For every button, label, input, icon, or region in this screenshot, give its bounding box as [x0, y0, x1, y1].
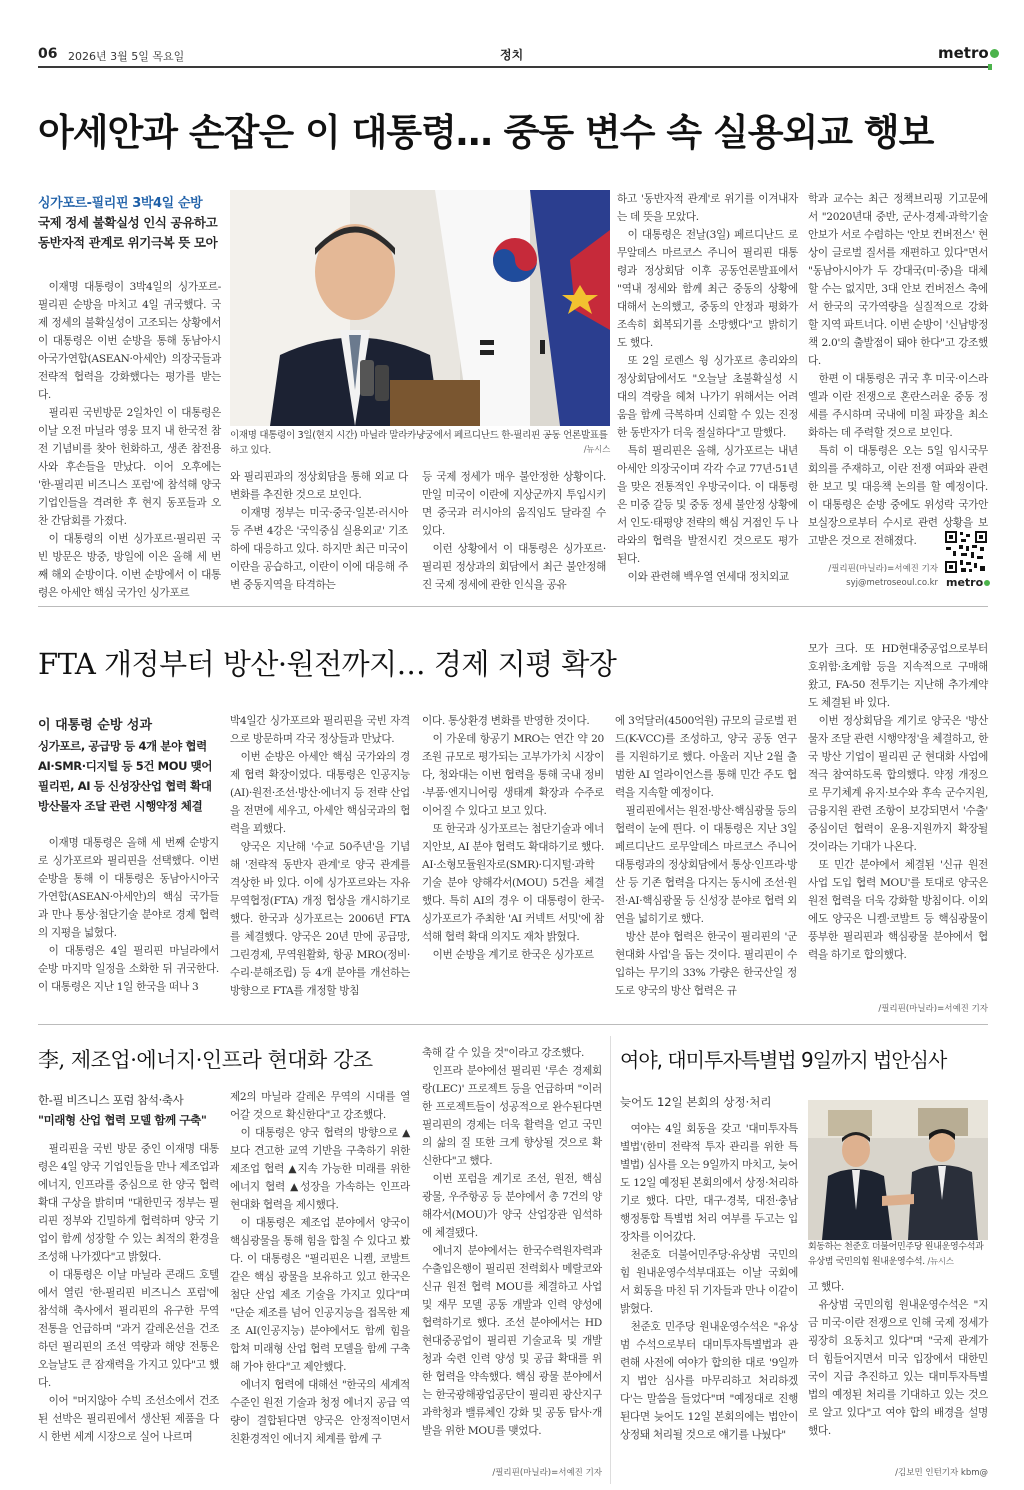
- paragraph: 박4일간 싱가포르와 필리핀을 국빈 자격으로 방문하며 각국 정상들과 만났다.: [230, 715, 410, 745]
- article1-headline: 아세안과 손잡은 이 대통령… 중동 변수 속 실용외교 행보: [38, 111, 934, 154]
- paragraph: 에너지 분야에서는 한국수력원자력과 수출입은행이 필리핀 전력회사 메랄코와 신규 원전 협력 MOU를 체결하고 사업 및 재무 모델 공동 개발과 인력 양성에 협력하기로 했다. 조선 분야에서는 HD현대중공업이 필리핀 기술교육 및 개발청과 숙련 인력 양성 및 공급 확대를 위한 협력을 약속했다. 핵심 광물 분야에서는 한국광해광업공단이 필리핀 광산지구과학청과 밸류체인 강화 및 공동 탐사·개발을 위한 MOU를 맺었다.: [422, 1245, 602, 1437]
- paragraph: 유상범 국민의힘 원내운영수석은 "지금 미국·이란 전쟁으로 인해 국제 정세가 굉장히 요동치고 있다"며 "국제 관계가 더 힘들어지면서 미국 입장에서 대한민국이 지급 추진하고 있는 대미투자특별법의 예정된 처리를 기대하고 있는 것으로 알고 있다"고 여야 합의 배경을 설명했다.: [808, 1299, 988, 1437]
- paragraph: 등 국제 정세가 매우 불안정한 상황이다. 만일 미국이 이란에 지상군까지 투입시키면 중국과 러시아의 움직임도 달라질 수 있다.: [422, 471, 606, 537]
- paragraph: 이 대통령은 양국 협력의 방향으로 ▲보다 견고한 교역 기반을 구축하기 위한 제조업 협력 ▲지속 가능한 미래를 위한 에너지 협력 ▲성장을 가속하는 인프라 현대화 협력을 제시했다.: [230, 1127, 410, 1211]
- president-press-photo: [230, 190, 610, 426]
- paragraph: 이번 포럼을 계기로 조선, 원전, 핵심광물, 우주항공 등 분야에서 총 7건의 양해각서(MOU)가 양국 산업장관 임석하에 체결됐다.: [422, 1173, 602, 1239]
- article3-col3: [422, 1044, 602, 1464]
- header-rule: [38, 66, 988, 68]
- paragraph: 여야는 4일 회동을 갖고 '대미투자특별법'(한미 전략적 투자 관리를 위한 특별법) 심사를 오는 9일까지 마치고, 늦어도 12일 예정된 본회의에서 상정·처리하기로 했다. 다만, 대구·경북, 대전·충남 행정통합 특별법 처리 여부를 두고는 입장차를 이어갔다.: [620, 1123, 798, 1243]
- logo-mark-icon: [984, 580, 990, 586]
- paragraph: 이 대통령은 전날(3일) 페르디난드 로무알데스 마르코스 주니어 필리핀 대통령과 정상회담 이후 공동언론발표에서 "역내 정세와 함께 최근 중동의 상황에 대해서 논의했고, 중동의 안정과 평화가 조속히 회복되기를 소망했다"고 밝히기도 했다.: [617, 229, 798, 349]
- article2-byline: /필리핀(마닐라)=서예진 기자: [878, 1004, 988, 1014]
- caption-text: 회동하는 천준호 더불어민주당 원내운영수석과 유상범 국민의힘 원내운영수석.: [808, 1242, 984, 1267]
- paragraph: 또 2일 로렌스 웡 싱가포르 총리와의 정상회담에서도 "오늘날 초불확실성 시대의 격랑을 헤쳐 나가기 위해서는 어려움을 함께 극복하며 신뢰할 수 있는 진정한 동반자가 더욱 절실하다"고 말했다.: [617, 355, 798, 439]
- article1-photo-caption: [230, 428, 610, 458]
- paragraph: 인프라 분야에선 필리핀 '루손 경제회랑(LEC)' 프로젝트 등을 언급하며 "이러한 프로젝트들이 성공적으로 완수된다면 필리핀의 경제는 더욱 활력을 얻고 국민의 삶의 질 또한 크게 향상될 것으로 확신한다"고 했다.: [422, 1065, 602, 1167]
- paragraph: 이번 순방을 계기로 한국은 싱가포르: [432, 949, 594, 961]
- column-divider: [610, 1036, 611, 1484]
- handshake-photo: [808, 1100, 988, 1240]
- paragraph: 이 대통령은 4일 필리핀 마닐라에서 순방 마지막 일정을 소화한 뒤 귀국한다. 이 대통령은 지난 1일 한국을 떠나 3: [38, 945, 219, 993]
- paragraph: 이와 관련해 백우열 연세대 정치외교: [627, 571, 789, 583]
- brand-logo-text: metro: [938, 44, 989, 62]
- paragraph: 고 했다.: [808, 1281, 844, 1293]
- article1-col5: [808, 190, 988, 556]
- paragraph: 방산 분야 협력은 한국이 필리핀의 '군 현대화 사업'을 돕는 것이다. 필리핀이 수입하는 무기의 33% 가량은 한국산일 정도로 양국의 방산 협력은 규: [615, 931, 797, 997]
- paragraph: 이재명 정부는 미국·중국·일본·러시아 등 주변 4강은 '국익중심 실용외교' 기조 하에 대응하고 있다. 하지만 최근 미국이 이란을 공습하고, 이란이 이에 대응해 주변 중동지역을 타격하는: [230, 507, 408, 591]
- article1-sub2: 동반자적 관계로 위기극복 뜻 모아: [38, 235, 218, 250]
- section-divider: [38, 606, 988, 607]
- article2-col2: [230, 712, 410, 1014]
- article3-sub1: 한-필 비즈니스 포럼 참석·축사: [38, 1093, 184, 1107]
- qr-code-icon: [944, 530, 988, 574]
- section-label: 정치: [500, 48, 524, 62]
- caption-credit: /뉴시스: [583, 445, 610, 455]
- caption-text: 이재명 대통령이 3일(현지 시간) 마닐라 말라카냥궁에서 페르디난드 한-필리핀 공동 언론발표를 하고 있다.: [230, 430, 608, 456]
- paragraph: 모가 크다. 또 HD현대중공업으로부터 호위함·초계함 등을 지속적으로 구매해왔고, FA-50 전투기는 지난해 추가계약도 체결된 바 있다.: [808, 643, 988, 709]
- article4-sub: 늦어도 12일 본회의 상정·처리: [620, 1095, 772, 1109]
- paragraph: 하고 '동반자적 관계'로 위기를 이겨내자는 데 뜻을 모았다.: [617, 193, 798, 223]
- paragraph: 학과 교수는 최근 정책브리핑 기고문에서 "2020년대 중반, 군사·경제·과학기술 안보가 서로 수렴하는 '안보 컨버전스' 현상이 글로벌 질서를 재편하고 있다"면서 "동남아시아가 두 강대국(미·중)을 대체할 수는 없지만, 3대 안보 컨버전스 축에서 한국의 국가역량을 실질적으로 강화할 지역 파트너다. 이번 순방이 '신남방정책 2.0'의 출발점이 돼야 한다"고 강조했다.: [808, 193, 988, 367]
- page-number: 06: [38, 46, 58, 62]
- logo-mark-icon: [990, 49, 999, 58]
- article2-sub: 필리핀, AI 등 신성장산업 협력 확대: [38, 779, 212, 793]
- qr-brand: [946, 576, 990, 589]
- caption-credit: /뉴시스: [927, 1257, 954, 1267]
- paragraph: 와 필리핀과의 정상회담을 통해 외교 다변화를 추진한 것으로 보인다.: [230, 471, 408, 501]
- article4-col1: [620, 1120, 798, 1484]
- article1-byline: /필리핀(마닐라)=서예진 기자: [828, 564, 938, 574]
- article1-col4: [617, 190, 798, 594]
- article2-col3: [422, 712, 604, 1014]
- paragraph: 한편 이 대통령은 귀국 후 미국·이스라엘과 이란 전쟁으로 혼란스러운 중동 정세를 주시하며 국내에 미칠 파장을 최소화하는 데 주력할 것으로 보인다.: [808, 373, 988, 439]
- brand-logo: [938, 44, 999, 62]
- paragraph: 필리핀 국빈방문 2일차인 이 대통령은 이날 오전 마닐라 영웅 묘지 내 한국전 참전 기념비를 찾아 헌화하고, 생존 참전용사와 후손들을 만났다. 이어 오후에는 '한-필리핀 비즈니스 포럼'에 참석해 양국 기업인들을 격려한 후 현지 동포들과 오찬 간담회를 가졌다.: [38, 407, 221, 527]
- article1-col3: [422, 468, 606, 594]
- article3-col2: [230, 1088, 410, 1484]
- paragraph: 이런 상황에서 이 대통령은 싱가포르·필리핀 정상과의 회담에서 최근 불안정해진 국제 정세에 관한 인식을 공유: [422, 543, 606, 591]
- article3-sub2: "미래형 산업 협력 모델 함께 구축": [38, 1113, 207, 1127]
- article2-kicker: 이 대통령 순방 성과: [38, 718, 153, 733]
- paragraph: 특히 필리핀은 올해, 싱가포르는 내년 아세안 의장국이며 각각 수교 77년·51년을 맞은 전통적인 우방국이다. 이 대통령은 미중 갈등 및 중동 정세 불안정 상황에서 인도·태평양 전략의 핵심 거점인 두 나라와의 협력을 발전시킨 것으로도 평가된다.: [617, 445, 798, 565]
- article1-kicker: 싱가포르-필리핀 3박4일 순방: [38, 196, 203, 211]
- article4-headline: 여야, 대미투자특별법 9일까지 법안심사: [620, 1048, 947, 1072]
- article2-col4: [615, 712, 797, 1014]
- paragraph: 양국은 지난해 '수교 50주년'을 기념해 '전략적 동반자 관계'로 양국 관계를 격상한 바 있다. 이에 싱가포르와는 자유무역협정(FTA) 개정 협상을 개시하기로 했다. 한국과 싱가포르는 2006년 FTA를 체결했다. 양국은 20년 만에 공급망, 그린경제, 무역원활화, 항공 MRO(정비·수리·분해조립) 등 4개 분야를 개선하는 방향으로 FTA를 개정할 방침: [230, 841, 410, 997]
- paragraph: 이재명 대통령은 올해 세 번째 순방지로 싱가포르와 필리핀을 선택했다. 이번 순방을 통해 이 대통령은 동남아시아국가연합(ASEAN·아세안)의 핵심 국가들과 만나 통상·첨단기술 분야로 경제 협력의 지평을 넓혔다.: [38, 837, 219, 939]
- paragraph: 이어 "머지않아 수빅 조선소에서 건조된 선박은 필리핀에서 생산된 제품을 다시 한번 세계 시장으로 실어 나르며: [38, 1395, 219, 1443]
- paragraph: 이 대통령은 이날 마닐라 콘래드 호텔에서 열린 '한-필리핀 비즈니스 포럼'에 참석해 축사에서 필리핀의 유구한 무역 전통을 언급하며 "과거 갈레온선을 건조하던 필리핀의 조선 역량과 해양 전통은 오늘날도 큰 잠재력을 가지고 있다"고 했다.: [38, 1269, 219, 1389]
- article2-sub: AI·SMR·디지털 등 5건 MOU 맺어: [38, 759, 213, 773]
- paragraph: 에너지 협력에 대해선 "한국의 세계적 수준인 원전 기술과 청정 에너지 공급 역량이 결합된다면 양국은 안정적이면서 친환경적인 에너지 체계를 함께 구: [230, 1379, 410, 1445]
- article4-photo: [808, 1100, 988, 1240]
- paragraph: 제2의 마닐라 갈레온 무역의 시대를 열어갈 것으로 확신한다"고 강조했다.: [230, 1091, 410, 1121]
- paragraph: 이 가운데 항공기 MRO는 연간 약 20조원 규모로 평가되는 고부가가치 시장이다, 청와대는 이번 협력을 통해 국내 정비·부품·엔지니어링 생태계 확장과 수주로 이어질 수 있다고 보고 있다.: [422, 733, 604, 817]
- paragraph: 이 대통령의 이번 싱가포르·필리핀 국빈 방문은 방중, 방일에 이은 올해 세 번째 해외 순방이다. 이번 순방에서 이 대통령은 아세안 핵심 국가인 싱가포르: [38, 533, 221, 599]
- paragraph: 이다. 통상환경 변화를 반영한 것이다.: [422, 715, 590, 727]
- article2-sub: 방산물자 조달 관련 시행약정 체결: [38, 799, 203, 813]
- paragraph: 이번 정상회담을 계기로 양국은 '방산물자 조달 관련 시행약정'을 체결하고, 한국 방산 기업이 필리핀 군 현대화 사업에 적극 참여하도록 합의했다. 약정 개정으로 무기체계 유지·보수와 후속 군수지원, 금융지원 관련 조항이 보강되면서 '수출' 중심이던 협력이 운용·지원까지 확장될 것이라는 기대가 나온다.: [808, 715, 988, 853]
- article1-col2: [230, 468, 408, 594]
- paragraph: 필리핀에서는 원전·방산·핵심광물 등의 협력이 눈에 띈다. 이 대통령은 지난 3일 페르디난드 로무알데스 마르코스 주니어 대통령과의 정상회담에서 통상·인프라·방산 등 기존 협력을 다지는 동시에 조선·원전·AI·핵심광물 등 신성장 분야로 협력 외연을 넓히기로 했다.: [615, 805, 797, 925]
- qr-brand-text: metro: [946, 576, 984, 589]
- qr-code[interactable]: [944, 530, 988, 574]
- paragraph: 이재명 대통령이 3박4일의 싱가포르-필리핀 순방을 마치고 4일 귀국했다. 국제 정세의 불확실성이 고조되는 상황에서 이 대통령은 이번 순방을 통해 동남아시아국가연합(ASEAN·아세안) 의장국들과 전략적 협력을 강화했다는 평가를 받는다.: [38, 281, 221, 401]
- paragraph: 이 대통령은 제조업 분야에서 양국이 핵심광물을 통해 힘을 합칠 수 있다고 봤다. 이 대통령은 "필리핀은 니켈, 코발트 같은 핵심 광물을 보유하고 있고 한국은 첨단 산업 제조 기술을 가지고 있다"며 "단순 제조를 넘어 인공지능을 접목한 제조 AI(인공지능) 분야에서도 함께 힘을 합쳐 미래형 산업 협력 모델을 함께 구축해 가야 한다"고 제안했다.: [230, 1217, 410, 1373]
- article3-headline: 李, 제조업·에너지·인프라 현대화 강조: [38, 1048, 373, 1072]
- article4-col2: [808, 1278, 988, 1464]
- paragraph: 이번 순방은 아세안 핵심 국가와의 경제 협력 확장이었다. 대통령은 인공지능(AI)·원전·조선·방산·에너지 등 전략 산업을 전면에 세우고, 아세안 핵심국과의 협력을 꾀했다.: [230, 751, 410, 835]
- header-rule-accent: [988, 64, 992, 70]
- paragraph: 필리핀을 국빈 방문 중인 이재명 대통령은 4일 양국 기업인들을 만나 제조업과 에너지, 인프라를 중심으로 한 양국 협력 확대 구상을 밝히며 "대한민국 정부는 필리핀 정부와 긴밀하게 협력하며 양국 기업이 함께 성장할 수 있는 최적의 환경을 조성해 나가겠다"고 밝혔다.: [38, 1143, 219, 1263]
- page-header: [0, 0, 1024, 70]
- paragraph: 천준호 더불어민주당·유상범 국민의힘 원내운영수석부대표는 이날 국회에서 회동을 마친 뒤 기자들과 만나 이같이 밝혔다.: [620, 1249, 798, 1315]
- article3-col1: [38, 1140, 219, 1484]
- article4-byline: /김보민 인턴기자 kbm@: [895, 1468, 988, 1478]
- article2-col1: [38, 834, 219, 1014]
- paragraph: 천준호 민주당 원내운영수석은 "유상범 수석으로부터 대미투자특별법과 관련해 사전에 여야가 합의한 대로 '9일까지 법안 심사를 마무리하고 처리하겠다'는 말씀을 들었다"며 "예정대로 진행된다면 늦어도 12일 본회의에는 법안이 상정돼 처리될 것으로 얘기를 나눴다": [620, 1321, 798, 1441]
- paragraph: 축해 갈 수 있을 것"이라고 강조했다.: [422, 1047, 585, 1059]
- article2-col5: [808, 640, 988, 996]
- article1-sub1: 국제 정세 불확실성 인식 공유하고: [38, 215, 218, 230]
- article1-email[interactable]: syj@metroseoul.co.kr: [846, 578, 938, 588]
- article1-col1: [38, 278, 221, 599]
- section-divider: [38, 1024, 988, 1025]
- issue-date: 2026년 3월 5일 목요일: [68, 50, 185, 63]
- paragraph: 특히 이 대통령은 오는 5일 임시국무회의를 주재하고, 이란 전쟁 여파와 관련한 보고 및 대응책 논의를 할 예정이다. 이 대통령은 순방 중에도 위성락 국가안보실장으로부터 수시로 관련 상황을 보고받은 것으로 전해졌다.: [808, 445, 988, 547]
- paragraph: 또 민간 분야에서 체결된 '신규 원전 사업 도입 협력 MOU'를 토대로 양국은 원전 협력을 더욱 강화할 방침이다. 이외에도 양국은 니켈·코발트 등 핵심광물이 풍부한 필리핀과 핵심광물 분야에서 협력을 하기로 합의했다.: [808, 859, 988, 961]
- paragraph: 에 3억달러(4500억원) 규모의 글로벌 펀드(K-VCC)를 조성하고, 양국 공동 연구를 지원하기로 했다. 아울러 지난 2월 출범한 AI 얼라이언스를 통해 민간 주도 협력을 지속할 예정이다.: [615, 715, 797, 799]
- article1-photo: [230, 190, 610, 426]
- article2-headline: FTA 개정부터 방산·원전까지… 경제 지평 확장: [38, 647, 617, 681]
- paragraph: 또 한국과 싱가포르는 첨단기술과 에너지안보, AI 분야 협력도 확대하기로 했다. AI·소형모듈원자로(SMR)·디지털·과학기술 분야 양해각서(MOU) 5건을 체결했다. 특히 AI의 경우 이 대통령이 한국-싱가포르가 주최한 'AI 커넥트 서밋'에 참석해 협력 확대 의지도 재차 밝혔다.: [422, 823, 604, 943]
- article2-sub: 싱가포르, 공급망 등 4개 분야 협력: [38, 739, 207, 753]
- article4-photo-caption: [808, 1240, 988, 1270]
- article3-byline: /필리핀(마닐라)=서예진 기자: [492, 1468, 602, 1478]
